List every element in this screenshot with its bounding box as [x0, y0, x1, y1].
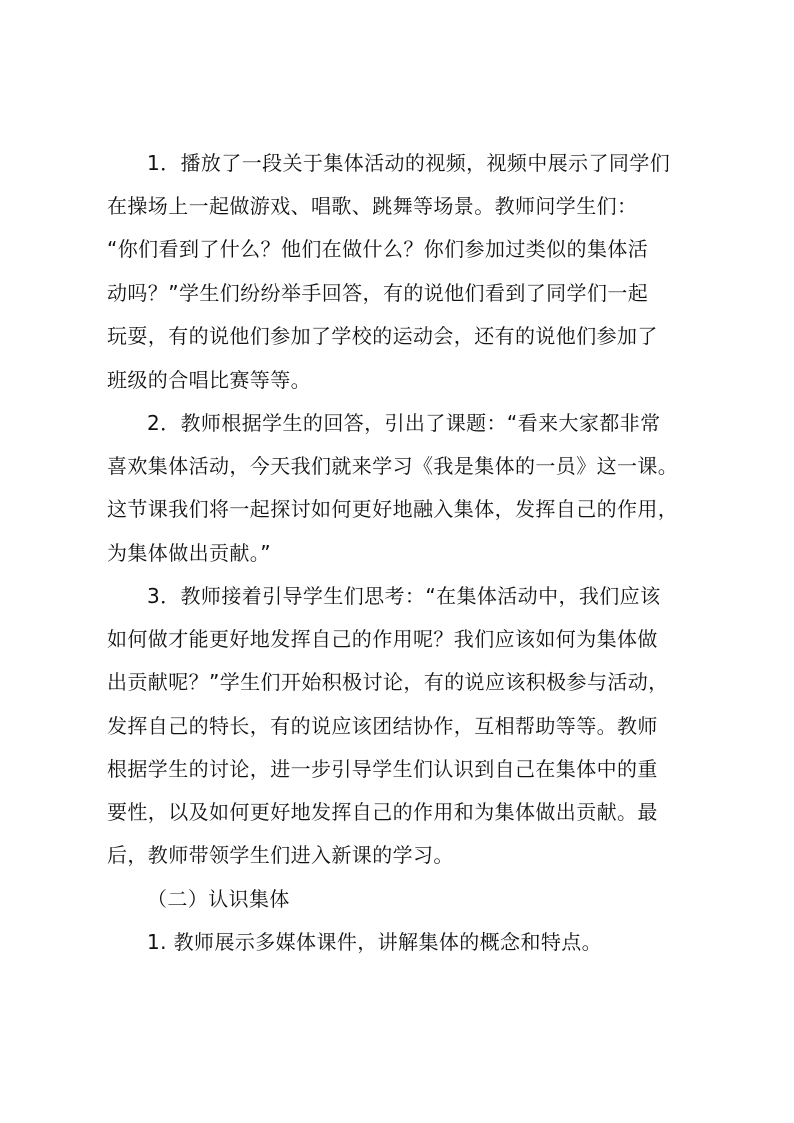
- paragraph-3-line-1: 3．教师接着引导学生们思考：“在集体活动中，我们应该: [147, 584, 661, 608]
- paragraph-3-line-6: 要性，以及如何更好地发挥自己的作用和为集体做出贡献。最: [107, 800, 658, 824]
- paragraph-3-line-2: 如何做才能更好地发挥自己的作用呢？我们应该如何为集体做: [107, 627, 658, 651]
- section-heading: （二）认识集体: [147, 887, 290, 911]
- paragraph-1-line-6: 班级的合唱比赛等等。: [107, 368, 311, 392]
- paragraph-2-line-1: 2．教师根据学生的回答，引出了课题：“看来大家都非常: [147, 411, 661, 435]
- paragraph-1-line-5: 玩耍，有的说他们参加了学校的运动会，还有的说他们参加了: [107, 324, 658, 348]
- paragraph-3-line-4: 发挥自己的特长，有的说应该团结协作，互相帮助等等。教师: [107, 714, 658, 738]
- paragraph-1-line-4: 动吗？”学生们纷纷举手回答，有的说他们看到了同学们一起: [107, 281, 649, 305]
- paragraph-2-line-3: 这节课我们将一起探讨如何更好地融入集体，发挥自己的作用，: [107, 497, 679, 521]
- paragraph-3-line-3: 出贡献呢？”学生们开始积极讨论，有的说应该积极参与活动，: [107, 670, 669, 694]
- paragraph-4-line-1: 1. 教师展示多媒体课件，讲解集体的概念和特点。: [147, 930, 603, 954]
- paragraph-2-line-4: 为集体做出贡献。”: [107, 541, 271, 565]
- paragraph-3-line-5: 根据学生的讨论，进一步引导学生们认识到自己在集体中的重: [107, 757, 658, 781]
- paragraph-1-line-2: 在操场上一起做游戏、唱歌、跳舞等场景。教师问学生们：: [107, 194, 638, 218]
- paragraph-2-line-2: 喜欢集体活动，今天我们就来学习《我是集体的一员》这一课。: [107, 454, 679, 478]
- paragraph-1-line-1: 1．播放了一段关于集体活动的视频，视频中展示了同学们: [147, 151, 671, 175]
- paragraph-3-line-7: 后，教师带领学生们进入新课的学习。: [107, 843, 454, 867]
- paragraph-1-line-3: “你们看到了什么？他们在做什么？你们参加过类似的集体活: [107, 237, 649, 261]
